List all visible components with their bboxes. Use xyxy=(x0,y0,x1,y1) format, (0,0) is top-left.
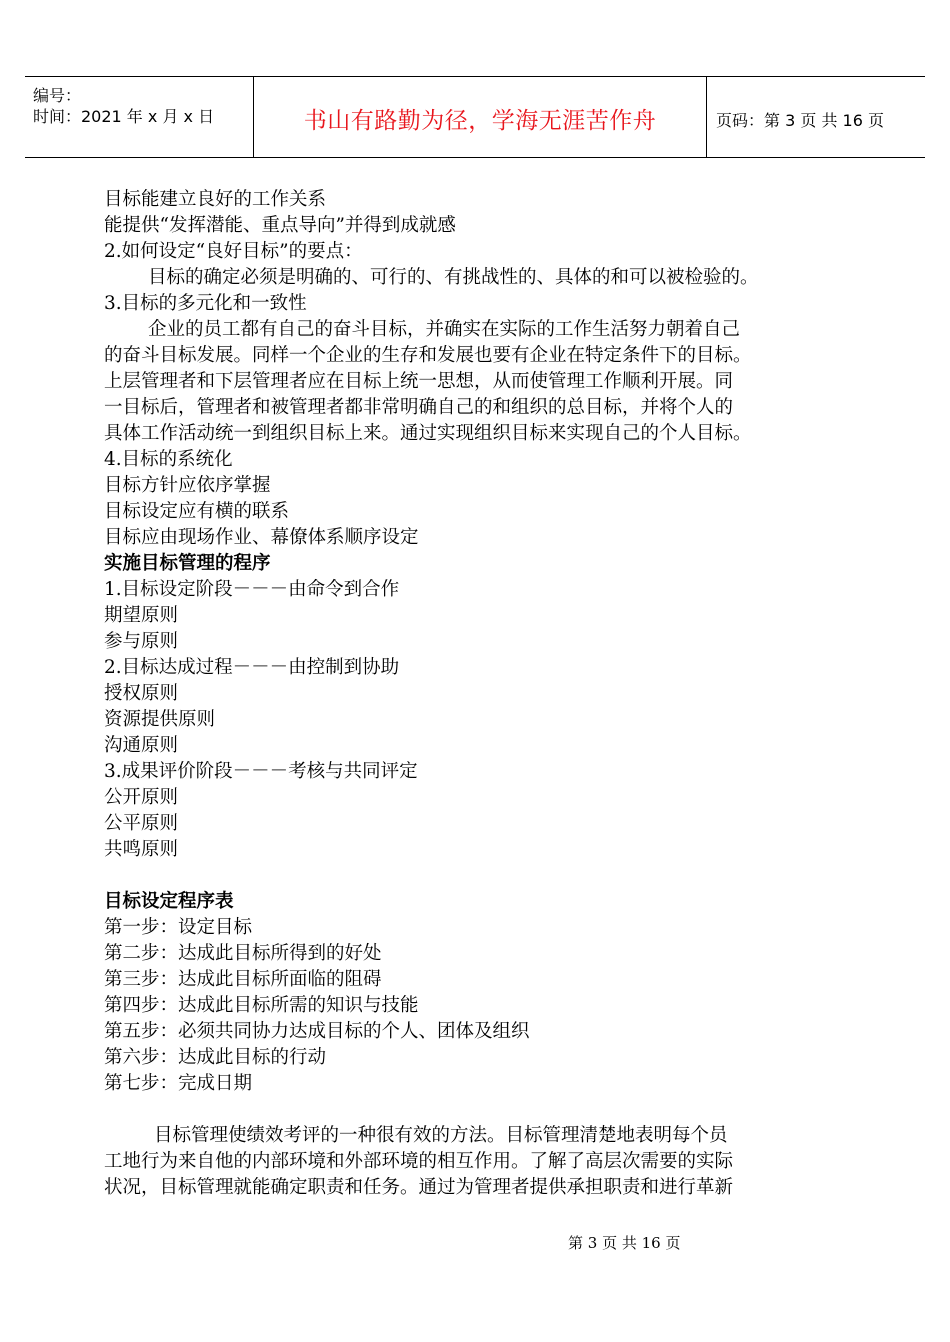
header-motto: 书山有路勤为径，学海无涯苦作舟 xyxy=(303,108,657,134)
text-line: 目标方针应依序掌握 xyxy=(104,475,271,496)
text-line: 目标设定应有横的联系 xyxy=(104,501,290,522)
section-heading: 3.成果评价阶段－－－考核与共同评定 xyxy=(104,761,418,782)
step-line: 第一步：设定目标 xyxy=(104,917,253,938)
blank-line xyxy=(104,863,864,889)
text-line: 目标能建立良好的工作关系 xyxy=(104,189,327,210)
section-heading: 3.目标的多元化和一致性 xyxy=(104,293,307,314)
footer-page-number: 第 3 页 共 16 页 xyxy=(568,1234,681,1252)
section-heading: 2.目标达成过程－－－由控制到协助 xyxy=(104,657,400,678)
page-footer xyxy=(0,1232,950,1253)
step-line: 第三步：达成此目标所面临的阻碍 xyxy=(104,969,382,990)
step-line: 第六步：达成此目标的行动 xyxy=(104,1047,327,1068)
bold-heading: 实施目标管理的程序 xyxy=(104,553,271,574)
text-line: 期望原则 xyxy=(104,605,179,626)
bold-heading: 目标设定程序表 xyxy=(104,891,234,912)
document-body xyxy=(104,187,864,1201)
serial-number-label: 编号： xyxy=(33,86,82,105)
text-line: 共鸣原则 xyxy=(104,839,179,860)
paragraph-line: 工地行为来自他的内部环境和外部环境的相互作用。了解了高层次需要的实际 xyxy=(104,1151,734,1172)
header-middle-cell xyxy=(253,77,707,157)
header-left-cell xyxy=(25,77,253,157)
step-line: 第四步：达成此目标所需的知识与技能 xyxy=(104,995,419,1016)
paragraph-line: 上层管理者和下层管理者应在目标上统一思想，从而使管理工作顺利开展。同 xyxy=(104,371,734,392)
header-page-number: 页码：第 3 页 共 16 页 xyxy=(716,111,884,130)
paragraph-line: 企业的员工都有自己的奋斗目标，并确实在实际的工作生活努力朝着自己 xyxy=(148,319,741,340)
text-line: 沟通原则 xyxy=(104,735,179,756)
paragraph-line: 一目标后，管理者和被管理者都非常明确自己的和组织的总目标，并将个人的 xyxy=(104,397,734,418)
step-line: 第七步：完成日期 xyxy=(104,1073,253,1094)
step-line: 第五步：必须共同协力达成目标的个人、团体及组织 xyxy=(104,1021,530,1042)
section-heading: 2.如何设定“良好目标”的要点： xyxy=(104,241,363,262)
text-line: 公平原则 xyxy=(104,813,179,834)
section-heading: 4.目标的系统化 xyxy=(104,449,233,470)
text-line: 目标的确定必须是明确的、可行的、有挑战性的、具体的和可以被检验的。 xyxy=(148,267,759,288)
paragraph-line: 具体工作活动统一到组织目标上来。通过实现组织目标来实现自己的个人目标。 xyxy=(104,423,752,444)
step-line: 第二步：达成此目标所得到的好处 xyxy=(104,943,382,964)
text-line: 参与原则 xyxy=(104,631,179,652)
text-line: 公开原则 xyxy=(104,787,179,808)
paragraph-line: 目标管理使绩效考评的一种很有效的方法。目标管理清楚地表明每个员 xyxy=(154,1125,728,1146)
section-heading: 1.目标设定阶段－－－由命令到合作 xyxy=(104,579,400,600)
blank-line xyxy=(104,1097,864,1123)
paragraph-line: 的奋斗目标发展。同样一个企业的生存和发展也要有企业在特定条件下的目标。 xyxy=(104,345,752,366)
page-header xyxy=(25,76,925,158)
header-right-cell xyxy=(706,77,925,157)
text-line: 授权原则 xyxy=(104,683,179,704)
paragraph-line: 状况，目标管理就能确定职责和任务。通过为管理者提供承担职责和进行革新 xyxy=(104,1177,734,1198)
text-line: 资源提供原则 xyxy=(104,709,216,730)
text-line: 目标应由现场作业、幕僚体系顺序设定 xyxy=(104,527,419,548)
text-line: 能提供“发挥潜能、重点导向”并得到成就感 xyxy=(104,215,456,236)
date-label: 时间：2021 年 x 月 x 日 xyxy=(33,107,215,126)
